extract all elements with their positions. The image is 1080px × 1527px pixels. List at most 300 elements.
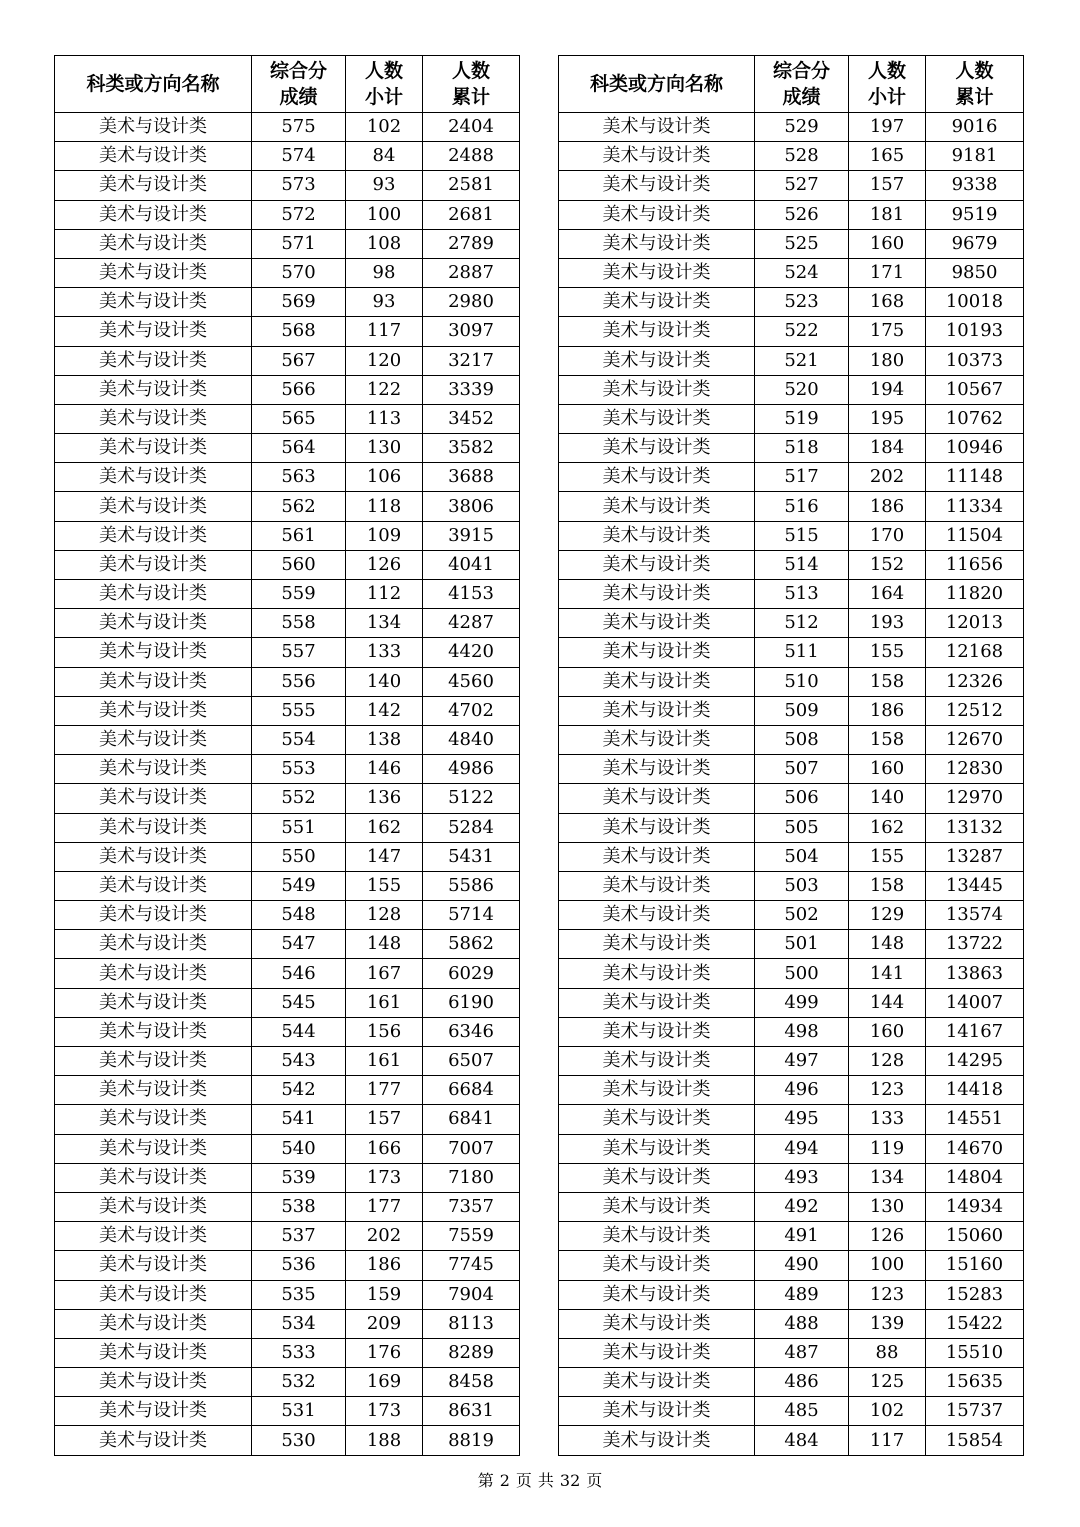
table-row <box>55 1368 520 1397</box>
cell-cumulative: 15635 <box>926 1368 1024 1397</box>
cell-count: 119 <box>849 1134 926 1163</box>
cell-cumulative: 14295 <box>926 1047 1024 1076</box>
table-row <box>55 463 520 492</box>
cell-score: 504 <box>755 842 849 871</box>
cell-count: 162 <box>849 813 926 842</box>
cell-count: 169 <box>346 1368 423 1397</box>
cell-category: 美术与设计类 <box>55 988 252 1017</box>
cell-score: 529 <box>755 113 849 142</box>
cell-count: 186 <box>849 492 926 521</box>
cell-score: 544 <box>252 1017 346 1046</box>
cell-cumulative: 11504 <box>926 521 1024 550</box>
cell-count: 162 <box>346 813 423 842</box>
cell-category: 美术与设计类 <box>55 1017 252 1046</box>
cell-category: 美术与设计类 <box>559 1397 755 1426</box>
cell-score: 499 <box>755 988 849 1017</box>
cell-score: 572 <box>252 200 346 229</box>
table-row <box>559 1251 1024 1280</box>
cell-count: 161 <box>346 988 423 1017</box>
cell-cumulative: 8289 <box>423 1338 520 1367</box>
table-row <box>559 609 1024 638</box>
table-row <box>559 113 1024 142</box>
cell-cumulative: 13445 <box>926 871 1024 900</box>
cell-score: 493 <box>755 1163 849 1192</box>
cell-count: 117 <box>849 1426 926 1455</box>
table-row <box>55 258 520 287</box>
cell-score: 575 <box>252 113 346 142</box>
table-row <box>559 404 1024 433</box>
table-row <box>55 1251 520 1280</box>
header-name: 科类或方向名称 <box>559 56 755 113</box>
table-row <box>55 930 520 959</box>
table-row <box>559 1076 1024 1105</box>
table-row <box>559 959 1024 988</box>
cell-cumulative: 6507 <box>423 1047 520 1076</box>
cell-category: 美术与设计类 <box>55 375 252 404</box>
cell-count: 130 <box>849 1192 926 1221</box>
cell-score: 533 <box>252 1338 346 1367</box>
cell-count: 175 <box>849 317 926 346</box>
cell-category: 美术与设计类 <box>559 901 755 930</box>
cell-score: 569 <box>252 288 346 317</box>
cell-category: 美术与设计类 <box>55 842 252 871</box>
table-row <box>559 871 1024 900</box>
cell-cumulative: 12326 <box>926 667 1024 696</box>
cell-count: 202 <box>346 1222 423 1251</box>
cell-count: 181 <box>849 200 926 229</box>
cell-category: 美术与设计类 <box>559 142 755 171</box>
cell-cumulative: 7904 <box>423 1280 520 1309</box>
cell-score: 554 <box>252 725 346 754</box>
cell-score: 559 <box>252 580 346 609</box>
cell-score: 561 <box>252 521 346 550</box>
cell-category: 美术与设计类 <box>55 1076 252 1105</box>
cell-count: 140 <box>346 667 423 696</box>
cell-category: 美术与设计类 <box>559 1047 755 1076</box>
cell-score: 505 <box>755 813 849 842</box>
cell-category: 美术与设计类 <box>559 988 755 1017</box>
cell-score: 510 <box>755 667 849 696</box>
cell-cumulative: 3339 <box>423 375 520 404</box>
cell-category: 美术与设计类 <box>55 1047 252 1076</box>
cell-count: 171 <box>849 258 926 287</box>
table-row <box>559 1426 1024 1455</box>
cell-category: 美术与设计类 <box>559 1134 755 1163</box>
cell-score: 511 <box>755 638 849 667</box>
cell-count: 133 <box>849 1105 926 1134</box>
cell-cumulative: 2488 <box>423 142 520 171</box>
header-count: 人数 小计 <box>346 56 423 113</box>
cell-score: 485 <box>755 1397 849 1426</box>
cell-score: 523 <box>755 288 849 317</box>
cell-count: 157 <box>849 171 926 200</box>
cell-count: 184 <box>849 434 926 463</box>
cell-cumulative: 3217 <box>423 346 520 375</box>
cell-cumulative: 7007 <box>423 1134 520 1163</box>
table-row <box>55 842 520 871</box>
cell-category: 美术与设计类 <box>559 842 755 871</box>
cell-category: 美术与设计类 <box>559 755 755 784</box>
cell-category: 美术与设计类 <box>55 1397 252 1426</box>
cell-category: 美术与设计类 <box>559 1192 755 1221</box>
cell-category: 美术与设计类 <box>559 725 755 754</box>
cell-category: 美术与设计类 <box>55 959 252 988</box>
cell-cumulative: 8631 <box>423 1397 520 1426</box>
cell-category: 美术与设计类 <box>55 229 252 258</box>
cell-category: 美术与设计类 <box>559 1309 755 1338</box>
cell-category: 美术与设计类 <box>559 463 755 492</box>
cell-cumulative: 15283 <box>926 1280 1024 1309</box>
cell-category: 美术与设计类 <box>559 1280 755 1309</box>
cell-score: 564 <box>252 434 346 463</box>
cell-score: 558 <box>252 609 346 638</box>
cell-category: 美术与设计类 <box>55 930 252 959</box>
cell-count: 147 <box>346 842 423 871</box>
cell-category: 美术与设计类 <box>559 550 755 579</box>
table-row <box>559 229 1024 258</box>
cell-score: 531 <box>252 1397 346 1426</box>
cell-category: 美术与设计类 <box>55 1134 252 1163</box>
cell-score: 550 <box>252 842 346 871</box>
cell-cumulative: 10762 <box>926 404 1024 433</box>
cell-category: 美术与设计类 <box>559 959 755 988</box>
cell-count: 102 <box>346 113 423 142</box>
table-row <box>55 1105 520 1134</box>
cell-count: 155 <box>849 638 926 667</box>
table-row <box>55 1222 520 1251</box>
cell-category: 美术与设计类 <box>559 317 755 346</box>
cell-cumulative: 6841 <box>423 1105 520 1134</box>
cell-cumulative: 4986 <box>423 755 520 784</box>
cell-count: 177 <box>346 1192 423 1221</box>
cell-count: 102 <box>849 1397 926 1426</box>
cell-count: 195 <box>849 404 926 433</box>
cell-category: 美术与设计类 <box>55 609 252 638</box>
cell-cumulative: 14167 <box>926 1017 1024 1046</box>
cell-count: 158 <box>849 725 926 754</box>
cell-cumulative: 9679 <box>926 229 1024 258</box>
cell-score: 500 <box>755 959 849 988</box>
cell-score: 508 <box>755 725 849 754</box>
cell-count: 158 <box>849 871 926 900</box>
table-row <box>55 113 520 142</box>
cell-score: 563 <box>252 463 346 492</box>
cell-count: 173 <box>346 1397 423 1426</box>
cell-category: 美术与设计类 <box>55 1222 252 1251</box>
table-row <box>559 317 1024 346</box>
table-row <box>55 1338 520 1367</box>
cell-cumulative: 14934 <box>926 1192 1024 1221</box>
table-row <box>559 901 1024 930</box>
cell-count: 84 <box>346 142 423 171</box>
cell-score: 490 <box>755 1251 849 1280</box>
cell-count: 93 <box>346 288 423 317</box>
cell-count: 126 <box>346 550 423 579</box>
cell-score: 520 <box>755 375 849 404</box>
cell-score: 501 <box>755 930 849 959</box>
table-row <box>559 1134 1024 1163</box>
cell-cumulative: 12670 <box>926 725 1024 754</box>
table-row <box>55 317 520 346</box>
cell-count: 125 <box>849 1368 926 1397</box>
table-row <box>55 755 520 784</box>
table-row <box>559 463 1024 492</box>
table-row <box>559 1309 1024 1338</box>
cell-category: 美术与设计类 <box>559 1426 755 1455</box>
table-row <box>559 492 1024 521</box>
table-row <box>55 988 520 1017</box>
cell-cumulative: 15510 <box>926 1338 1024 1367</box>
cell-score: 522 <box>755 317 849 346</box>
cell-score: 492 <box>755 1192 849 1221</box>
cell-cumulative: 7357 <box>423 1192 520 1221</box>
cell-cumulative: 7180 <box>423 1163 520 1192</box>
cell-category: 美术与设计类 <box>559 258 755 287</box>
cell-cumulative: 4420 <box>423 638 520 667</box>
cell-cumulative: 15854 <box>926 1426 1024 1455</box>
cell-category: 美术与设计类 <box>55 725 252 754</box>
cell-cumulative: 14670 <box>926 1134 1024 1163</box>
cell-score: 555 <box>252 696 346 725</box>
cell-count: 160 <box>849 1017 926 1046</box>
cell-category: 美术与设计类 <box>559 434 755 463</box>
cell-cumulative: 5284 <box>423 813 520 842</box>
table-row <box>559 930 1024 959</box>
cell-count: 159 <box>346 1280 423 1309</box>
score-table-left <box>54 55 520 1456</box>
cell-count: 112 <box>346 580 423 609</box>
cell-count: 141 <box>849 959 926 988</box>
cell-cumulative: 8113 <box>423 1309 520 1338</box>
cell-category: 美术与设计类 <box>55 638 252 667</box>
header-count: 人数 小计 <box>849 56 926 113</box>
cell-cumulative: 4840 <box>423 725 520 754</box>
cell-count: 123 <box>849 1076 926 1105</box>
cell-score: 570 <box>252 258 346 287</box>
cell-category: 美术与设计类 <box>55 667 252 696</box>
cell-category: 美术与设计类 <box>55 784 252 813</box>
cell-cumulative: 11148 <box>926 463 1024 492</box>
cell-category: 美术与设计类 <box>55 580 252 609</box>
cell-cumulative: 10946 <box>926 434 1024 463</box>
cell-count: 108 <box>346 229 423 258</box>
cell-score: 566 <box>252 375 346 404</box>
table-row <box>559 667 1024 696</box>
cell-score: 537 <box>252 1222 346 1251</box>
cell-count: 180 <box>849 346 926 375</box>
cell-score: 536 <box>252 1251 346 1280</box>
cell-score: 541 <box>252 1105 346 1134</box>
table-row <box>559 1163 1024 1192</box>
cell-score: 543 <box>252 1047 346 1076</box>
cell-score: 539 <box>252 1163 346 1192</box>
page-number: 2 <box>499 1471 510 1490</box>
cell-count: 193 <box>849 609 926 638</box>
cell-score: 503 <box>755 871 849 900</box>
cell-count: 160 <box>849 755 926 784</box>
cell-score: 496 <box>755 1076 849 1105</box>
cell-score: 565 <box>252 404 346 433</box>
cell-count: 133 <box>346 638 423 667</box>
cell-score: 568 <box>252 317 346 346</box>
cell-count: 130 <box>346 434 423 463</box>
table-body-left <box>55 113 520 1456</box>
cell-score: 491 <box>755 1222 849 1251</box>
cell-category: 美术与设计类 <box>559 930 755 959</box>
cell-count: 157 <box>346 1105 423 1134</box>
cell-score: 513 <box>755 580 849 609</box>
cell-score: 524 <box>755 258 849 287</box>
cell-category: 美术与设计类 <box>55 434 252 463</box>
cell-score: 516 <box>755 492 849 521</box>
cell-count: 113 <box>346 404 423 433</box>
cell-count: 136 <box>346 784 423 813</box>
cell-score: 574 <box>252 142 346 171</box>
table-row <box>559 813 1024 842</box>
table-row <box>55 1309 520 1338</box>
table-row <box>559 1280 1024 1309</box>
cell-cumulative: 15060 <box>926 1222 1024 1251</box>
table-row <box>559 288 1024 317</box>
cell-category: 美术与设计类 <box>559 1222 755 1251</box>
cell-cumulative: 5431 <box>423 842 520 871</box>
table-row <box>559 1338 1024 1367</box>
cell-category: 美术与设计类 <box>55 317 252 346</box>
cell-count: 126 <box>849 1222 926 1251</box>
page-total: 32 <box>559 1471 581 1490</box>
header-name: 科类或方向名称 <box>55 56 252 113</box>
header-cumulative: 人数 累计 <box>926 56 1024 113</box>
table-row <box>55 638 520 667</box>
cell-count: 134 <box>849 1163 926 1192</box>
cell-score: 528 <box>755 142 849 171</box>
cell-category: 美术与设计类 <box>55 171 252 200</box>
cell-cumulative: 8819 <box>423 1426 520 1455</box>
cell-cumulative: 2681 <box>423 200 520 229</box>
cell-cumulative: 7745 <box>423 1251 520 1280</box>
cell-score: 487 <box>755 1338 849 1367</box>
cell-count: 152 <box>849 550 926 579</box>
cell-score: 547 <box>252 930 346 959</box>
cell-count: 202 <box>849 463 926 492</box>
cell-cumulative: 13574 <box>926 901 1024 930</box>
table-row <box>55 229 520 258</box>
cell-count: 155 <box>346 871 423 900</box>
table-row <box>55 1426 520 1455</box>
cell-count: 129 <box>849 901 926 930</box>
cell-category: 美术与设计类 <box>559 229 755 258</box>
cell-cumulative: 13722 <box>926 930 1024 959</box>
table-row <box>55 492 520 521</box>
table-row <box>55 171 520 200</box>
cell-count: 93 <box>346 171 423 200</box>
cell-category: 美术与设计类 <box>55 1251 252 1280</box>
cell-count: 177 <box>346 1076 423 1105</box>
table-row <box>55 959 520 988</box>
cell-score: 488 <box>755 1309 849 1338</box>
cell-score: 562 <box>252 492 346 521</box>
cell-score: 534 <box>252 1309 346 1338</box>
page-footer: 第 2 页 共 32 页 <box>477 1471 603 1490</box>
table-row <box>55 1076 520 1105</box>
table-row <box>559 784 1024 813</box>
cell-category: 美术与设计类 <box>559 1251 755 1280</box>
cell-count: 155 <box>849 842 926 871</box>
cell-category: 美术与设计类 <box>559 696 755 725</box>
table-row <box>559 580 1024 609</box>
cell-category: 美术与设计类 <box>55 550 252 579</box>
cell-score: 502 <box>755 901 849 930</box>
table-row <box>55 346 520 375</box>
cell-cumulative: 6346 <box>423 1017 520 1046</box>
cell-cumulative: 5586 <box>423 871 520 900</box>
table-header-row <box>559 56 1024 113</box>
cell-category: 美术与设计类 <box>559 521 755 550</box>
cell-category: 美术与设计类 <box>55 142 252 171</box>
cell-cumulative: 4153 <box>423 580 520 609</box>
cell-category: 美术与设计类 <box>559 784 755 813</box>
table-row <box>55 550 520 579</box>
cell-score: 567 <box>252 346 346 375</box>
header-score: 综合分 成绩 <box>755 56 849 113</box>
cell-score: 486 <box>755 1368 849 1397</box>
table-row <box>559 842 1024 871</box>
cell-category: 美术与设计类 <box>55 1309 252 1338</box>
cell-category: 美术与设计类 <box>559 638 755 667</box>
cell-count: 170 <box>849 521 926 550</box>
cell-score: 509 <box>755 696 849 725</box>
cell-score: 512 <box>755 609 849 638</box>
cell-category: 美术与设计类 <box>559 1368 755 1397</box>
cell-cumulative: 5122 <box>423 784 520 813</box>
cell-score: 548 <box>252 901 346 930</box>
table-row <box>55 1397 520 1426</box>
cell-category: 美术与设计类 <box>559 1017 755 1046</box>
cell-category: 美术与设计类 <box>559 1105 755 1134</box>
cell-count: 148 <box>849 930 926 959</box>
table-row <box>559 550 1024 579</box>
cell-score: 489 <box>755 1280 849 1309</box>
cell-count: 197 <box>849 113 926 142</box>
cell-count: 140 <box>849 784 926 813</box>
table-row <box>55 871 520 900</box>
table-row <box>559 200 1024 229</box>
table-row <box>559 988 1024 1017</box>
cell-count: 188 <box>346 1426 423 1455</box>
cell-score: 546 <box>252 959 346 988</box>
table-row <box>559 521 1024 550</box>
table-row <box>559 375 1024 404</box>
cell-category: 美术与设计类 <box>55 288 252 317</box>
cell-category: 美术与设计类 <box>55 1105 252 1134</box>
table-row <box>559 1222 1024 1251</box>
cell-count: 194 <box>849 375 926 404</box>
cell-score: 560 <box>252 550 346 579</box>
table-row <box>559 1397 1024 1426</box>
cell-cumulative: 7559 <box>423 1222 520 1251</box>
cell-cumulative: 9181 <box>926 142 1024 171</box>
cell-count: 122 <box>346 375 423 404</box>
cell-count: 100 <box>346 200 423 229</box>
cell-count: 161 <box>346 1047 423 1076</box>
cell-category: 美术与设计类 <box>559 667 755 696</box>
cell-cumulative: 4702 <box>423 696 520 725</box>
cell-score: 556 <box>252 667 346 696</box>
cell-count: 100 <box>849 1251 926 1280</box>
cell-category: 美术与设计类 <box>55 521 252 550</box>
cell-cumulative: 11820 <box>926 580 1024 609</box>
cell-cumulative: 2887 <box>423 258 520 287</box>
